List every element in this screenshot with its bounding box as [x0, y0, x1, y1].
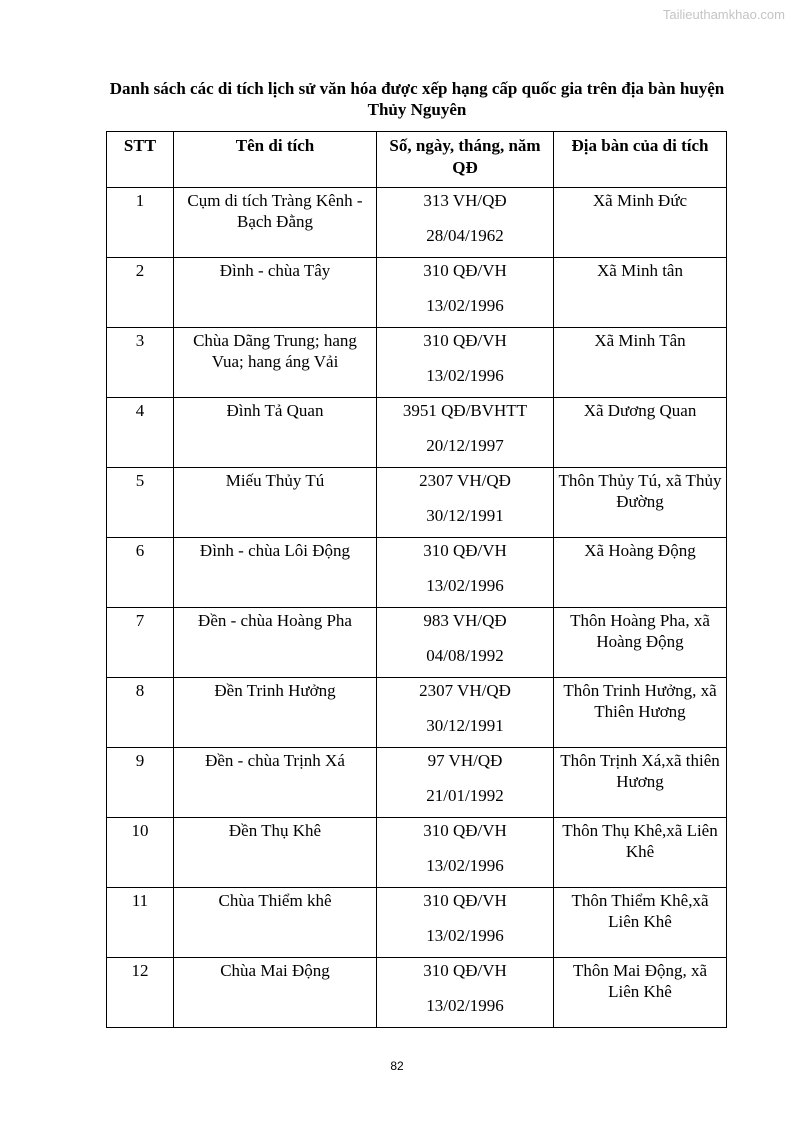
monument-name: Cụm di tích Tràng Kênh - Bạch Đằng	[187, 191, 363, 231]
table-row	[107, 258, 727, 328]
decision-number: 310 QĐ/VH	[423, 821, 507, 840]
monument-name: Đền Thụ Khê	[228, 821, 322, 840]
page-number: 82	[390, 1059, 404, 1073]
table-row	[107, 398, 727, 468]
cell-stt	[107, 958, 174, 1028]
decision-date: 04/08/1992	[426, 646, 504, 665]
document-title: Danh sách các di tích lịch sử văn hóa được xếp hạng cấp quốc gia trên địa bàn huyện Thủy Nguyên	[109, 79, 725, 119]
cell-name	[174, 818, 377, 888]
stt-value: 11	[131, 891, 149, 910]
location-text: Thôn Hoàng Pha, xã Hoàng Động	[570, 611, 710, 651]
decision-date: 21/01/1992	[426, 786, 504, 805]
cell-stt	[107, 188, 174, 258]
cell-name	[174, 188, 377, 258]
cell-decision	[377, 258, 554, 328]
cell-location	[554, 538, 727, 608]
cell-name	[174, 398, 377, 468]
location-text: Thôn Thiểm Khê,xã Liên Khê	[571, 891, 709, 931]
stt-value: 8	[135, 681, 145, 700]
stt-value: 2	[135, 261, 145, 280]
cell-location	[554, 958, 727, 1028]
cell-location	[554, 328, 727, 398]
table-row	[107, 888, 727, 958]
decision-date: 30/12/1991	[426, 506, 504, 525]
cell-decision	[377, 538, 554, 608]
location-text: Xã Minh Đức	[592, 191, 688, 210]
monument-name: Chùa Dãng Trung; hang Vua; hang áng Vải	[193, 331, 357, 371]
location-text: Xã Hoàng Động	[584, 541, 696, 560]
decision-date: 13/02/1996	[426, 576, 504, 595]
monument-name: Đền - chùa Trịnh Xá	[205, 751, 345, 770]
location-text: Thôn Thụ Khê,xã Liên Khê	[562, 821, 718, 861]
cell-location	[554, 748, 727, 818]
table-row	[107, 538, 727, 608]
monument-name: Đình - chùa Tây	[219, 261, 331, 280]
cell-decision	[377, 608, 554, 678]
cell-location	[554, 678, 727, 748]
cell-stt	[107, 538, 174, 608]
decision-number: 2307 VH/QĐ	[419, 681, 511, 700]
location-text: Xã Dương Quan	[583, 401, 697, 420]
decision-date: 20/12/1997	[426, 436, 504, 455]
cell-name	[174, 608, 377, 678]
monument-name: Chùa Thiểm khê	[218, 891, 332, 910]
decision-date: 28/04/1962	[426, 226, 504, 245]
stt-value: 9	[135, 751, 145, 770]
cell-location	[554, 888, 727, 958]
stt-value: 5	[135, 471, 145, 490]
table-row	[107, 958, 727, 1028]
table-row	[107, 328, 727, 398]
cell-name	[174, 328, 377, 398]
cell-name	[174, 958, 377, 1028]
cell-location	[554, 608, 727, 678]
cell-decision	[377, 748, 554, 818]
decision-number: 310 QĐ/VH	[423, 541, 507, 560]
stt-value: 7	[135, 611, 145, 630]
monument-name: Miếu Thủy Tú	[225, 471, 325, 490]
decision-date: 13/02/1996	[426, 996, 504, 1015]
cell-location	[554, 398, 727, 468]
cell-stt	[107, 748, 174, 818]
monument-name: Đình - chùa Lôi Động	[199, 541, 351, 560]
decision-number: 313 VH/QĐ	[423, 191, 507, 210]
decision-date: 13/02/1996	[426, 926, 504, 945]
location-text: Thôn Trịnh Xá,xã thiên Hương	[560, 751, 720, 791]
cell-name	[174, 538, 377, 608]
decision-number: 310 QĐ/VH	[423, 261, 507, 280]
cell-location	[554, 468, 727, 538]
cell-name	[174, 258, 377, 328]
decision-number: 983 VH/QĐ	[423, 611, 507, 630]
stt-value: 4	[135, 401, 145, 420]
location-text: Thôn Mai Động, xã Liên Khê	[572, 961, 708, 1001]
cell-decision	[377, 888, 554, 958]
cell-stt	[107, 468, 174, 538]
decision-date: 13/02/1996	[426, 856, 504, 875]
cell-stt	[107, 678, 174, 748]
decision-number: 2307 VH/QĐ	[419, 471, 511, 490]
decision-date: 13/02/1996	[426, 366, 504, 385]
stt-value: 1	[135, 191, 145, 210]
cell-stt	[107, 608, 174, 678]
decision-date: 13/02/1996	[426, 296, 504, 315]
stt-value: 6	[135, 541, 145, 560]
stt-value: 12	[131, 961, 149, 980]
cell-decision	[377, 818, 554, 888]
cell-stt	[107, 888, 174, 958]
stt-value: 3	[135, 331, 145, 350]
cell-name	[174, 678, 377, 748]
cell-decision	[377, 468, 554, 538]
cell-location	[554, 258, 727, 328]
location-text: Thôn Trinh Hưởng, xã Thiên Hương	[563, 681, 717, 721]
cell-name	[174, 468, 377, 538]
cell-decision	[377, 678, 554, 748]
table-header-row	[107, 132, 727, 188]
location-text: Thôn Thủy Tú, xã Thủy Đường	[558, 471, 722, 511]
decision-number: 310 QĐ/VH	[423, 961, 507, 980]
cell-stt	[107, 328, 174, 398]
table-row	[107, 818, 727, 888]
monuments-table	[106, 131, 727, 1028]
cell-name	[174, 888, 377, 958]
monument-name: Đền - chùa Hoàng Pha	[198, 611, 352, 630]
table-row	[107, 188, 727, 258]
monument-name: Đình Tả Quan	[226, 401, 324, 420]
location-text: Xã Minh Tân	[594, 331, 686, 350]
decision-number: 3951 QĐ/BVHTT	[402, 401, 528, 420]
table-row	[107, 468, 727, 538]
header-name: Tên di tích	[174, 132, 377, 188]
cell-location	[554, 818, 727, 888]
cell-name	[174, 748, 377, 818]
monument-name: Chùa Mai Động	[220, 961, 330, 980]
cell-decision	[377, 328, 554, 398]
table-row	[107, 748, 727, 818]
header-stt: STT	[107, 132, 174, 188]
decision-number: 97 VH/QĐ	[427, 751, 503, 770]
decision-number: 310 QĐ/VH	[423, 331, 507, 350]
decision-date: 30/12/1991	[426, 716, 504, 735]
cell-stt	[107, 258, 174, 328]
location-text: Xã Minh tân	[597, 261, 683, 280]
cell-stt	[107, 818, 174, 888]
header-decision: Số, ngày, tháng, năm QĐ	[377, 132, 554, 188]
stt-value: 10	[131, 821, 149, 840]
cell-location	[554, 188, 727, 258]
cell-decision	[377, 398, 554, 468]
cell-stt	[107, 398, 174, 468]
watermark-text: Tailieuthamkhao.com	[662, 7, 785, 22]
table-row	[107, 678, 727, 748]
monument-name: Đền Trinh Hưởng	[214, 681, 336, 700]
cell-decision	[377, 188, 554, 258]
header-location: Địa bàn của di tích	[554, 132, 727, 188]
table-row	[107, 608, 727, 678]
cell-decision	[377, 958, 554, 1028]
decision-number: 310 QĐ/VH	[423, 891, 507, 910]
